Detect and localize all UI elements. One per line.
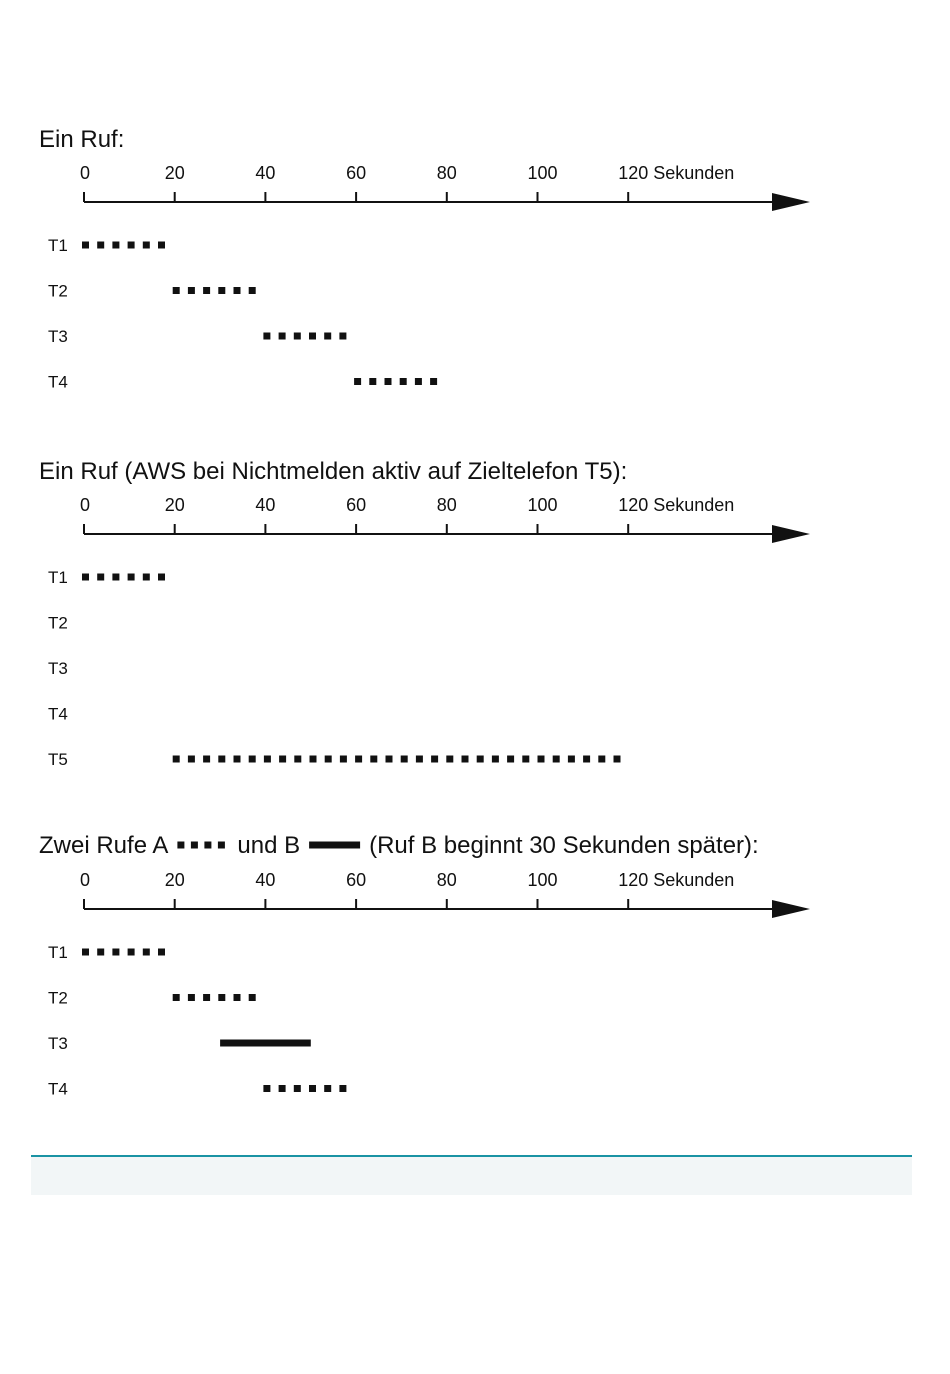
phone-label: T1	[48, 568, 68, 587]
legend-dot	[177, 842, 184, 849]
phone-row-t4	[48, 1080, 346, 1099]
call-a-segment	[263, 1085, 346, 1092]
call-a-dot	[339, 1085, 346, 1092]
phone-label: T5	[48, 750, 68, 769]
phone-row-t3	[48, 1034, 311, 1053]
call-a-dot	[430, 378, 437, 385]
call-a-dot	[203, 756, 210, 763]
call-a-segment	[263, 333, 346, 340]
phone-row-t1	[48, 568, 165, 587]
call-a-dot	[218, 287, 225, 294]
axis-arrowhead	[772, 900, 810, 918]
phone-label: T4	[48, 704, 68, 724]
tick-label: 120 Sekunden	[618, 870, 735, 890]
call-a-dot	[128, 574, 135, 581]
tick-label: 20	[164, 495, 185, 515]
call-a-dot	[218, 756, 225, 763]
call-a-dot	[263, 333, 270, 340]
call-a-dot	[173, 287, 180, 294]
phone-label: T4	[48, 1079, 68, 1099]
call-a-dot	[143, 242, 150, 249]
call-a-dot	[188, 994, 195, 1001]
call-a-dot	[158, 949, 165, 956]
phone-label: T2	[48, 988, 68, 1008]
call-a-dot	[324, 333, 331, 340]
call-a-segment	[82, 574, 165, 581]
call-a-dot	[385, 378, 392, 385]
call-a-dot	[82, 242, 89, 249]
tick-label: 60	[346, 495, 367, 515]
call-a-dot	[112, 949, 119, 956]
phone-row-t4	[48, 373, 437, 392]
call-a-dot	[279, 756, 286, 763]
call-a-dot	[203, 287, 210, 294]
tick-label: 60	[346, 870, 367, 890]
call-a-dot	[310, 756, 317, 763]
call-a-dot	[264, 756, 271, 763]
call-a-dot	[112, 242, 119, 249]
phone-row-t1	[48, 943, 165, 962]
phone-row-t4	[48, 705, 68, 724]
call-a-dot	[339, 333, 346, 340]
figure-2	[39, 458, 810, 769]
tick-label: 40	[255, 870, 276, 890]
heading-part: und B	[237, 832, 301, 859]
axis-arrowhead	[772, 525, 810, 543]
call-a-dot	[97, 242, 104, 249]
call-a-dot	[370, 756, 377, 763]
call-a-dot	[294, 1085, 301, 1092]
tick-label: 120 Sekunden	[618, 495, 735, 515]
call-a-dot	[583, 756, 590, 763]
legend-dot	[191, 842, 198, 849]
tick-label: 80	[436, 495, 457, 515]
call-b-segment	[220, 1040, 311, 1047]
time-axis	[80, 495, 810, 543]
tick-label: 0	[80, 495, 91, 515]
call-a-dot	[249, 287, 256, 294]
tick-label: 40	[255, 163, 276, 183]
call-a-dot	[477, 756, 484, 763]
heading-part: Zwei Rufe A	[39, 832, 169, 859]
phone-label: T4	[48, 372, 68, 392]
tick-label: 60	[346, 163, 367, 183]
call-a-segment	[173, 287, 256, 294]
call-a-dot	[598, 756, 605, 763]
call-a-dot	[158, 242, 165, 249]
phone-row-t3	[48, 659, 68, 678]
call-a-dot	[294, 756, 301, 763]
call-a-dot	[354, 378, 361, 385]
call-a-dot	[128, 242, 135, 249]
legend-dot	[204, 842, 211, 849]
call-a-dot	[309, 333, 316, 340]
tick-label: 80	[436, 870, 457, 890]
phone-label: T3	[48, 1034, 68, 1053]
call-a-dot	[234, 756, 241, 763]
call-a-dot	[203, 994, 210, 1001]
call-a-segment	[173, 756, 621, 763]
call-a-dot	[355, 756, 362, 763]
call-a-dot	[188, 756, 195, 763]
call-a-dot	[415, 378, 422, 385]
call-a-dot	[309, 1085, 316, 1092]
time-axis	[80, 163, 810, 211]
call-a-dot	[234, 287, 241, 294]
call-a-dot	[416, 756, 423, 763]
call-a-dot	[128, 949, 135, 956]
call-a-segment	[82, 949, 165, 956]
phone-row-t2	[48, 989, 256, 1008]
call-a-dot	[234, 994, 241, 1001]
call-a-dot	[173, 756, 180, 763]
call-a-dot	[386, 756, 393, 763]
phone-row-t2	[48, 282, 256, 301]
call-a-dot	[507, 756, 514, 763]
call-a-dot	[82, 574, 89, 581]
phone-label: T3	[48, 659, 68, 678]
call-a-dot	[82, 949, 89, 956]
call-a-dot	[218, 994, 225, 1001]
call-a-dot	[279, 333, 286, 340]
call-a-dot	[143, 949, 150, 956]
phone-row-t5	[48, 750, 621, 769]
legend-dot	[218, 842, 225, 849]
call-a-dot	[158, 574, 165, 581]
phone-label: T2	[48, 613, 68, 633]
tick-label: 100	[527, 163, 558, 183]
call-a-dot	[249, 994, 256, 1001]
footer-bar	[31, 1155, 912, 1195]
figure-heading: Ein Ruf (AWS bei Nichtmelden aktiv auf Zieltelefon T5):	[39, 458, 628, 485]
call-a-dot	[614, 756, 621, 763]
legend-call-a-marker	[177, 842, 225, 849]
call-a-dot	[462, 756, 469, 763]
phone-label: T1	[48, 236, 68, 255]
call-a-dot	[112, 574, 119, 581]
call-a-dot	[325, 756, 332, 763]
heading-part: (Ruf B beginnt 30 Sekunden später):	[369, 832, 759, 859]
call-a-dot	[401, 756, 408, 763]
call-a-dot	[568, 756, 575, 763]
tick-label: 80	[436, 163, 457, 183]
tick-label: 0	[80, 163, 91, 183]
time-axis	[80, 870, 810, 918]
tick-label: 40	[255, 495, 276, 515]
tick-label: 100	[527, 495, 558, 515]
call-a-dot	[553, 756, 560, 763]
phone-row-t2	[48, 614, 68, 633]
figure-heading	[39, 832, 759, 859]
call-a-dot	[340, 756, 347, 763]
call-a-segment	[82, 242, 165, 249]
call-a-dot	[249, 756, 256, 763]
call-a-dot	[97, 574, 104, 581]
figure-1	[39, 126, 810, 392]
call-a-dot	[279, 1085, 286, 1092]
phone-label: T3	[48, 327, 68, 346]
call-a-dot	[522, 756, 529, 763]
phone-label: T2	[48, 281, 68, 301]
call-a-segment	[354, 378, 437, 385]
tick-label: 120 Sekunden	[618, 163, 735, 183]
legend-call-b-marker	[309, 842, 360, 849]
call-a-dot	[294, 333, 301, 340]
axis-arrowhead	[772, 193, 810, 211]
call-a-segment	[173, 994, 256, 1001]
phone-row-t1	[48, 236, 165, 255]
call-a-dot	[97, 949, 104, 956]
call-a-dot	[400, 378, 407, 385]
phone-label: T1	[48, 943, 68, 962]
figure-3	[39, 832, 810, 1099]
call-a-dot	[173, 994, 180, 1001]
call-a-dot	[324, 1085, 331, 1092]
tick-label: 20	[164, 870, 185, 890]
figure-heading: Ein Ruf:	[39, 126, 125, 153]
call-a-dot	[369, 378, 376, 385]
phone-row-t3	[48, 327, 346, 346]
call-a-dot	[431, 756, 438, 763]
tick-label: 20	[164, 163, 185, 183]
call-a-dot	[538, 756, 545, 763]
call-a-dot	[263, 1085, 270, 1092]
call-a-dot	[188, 287, 195, 294]
call-a-dot	[446, 756, 453, 763]
tick-label: 0	[80, 870, 91, 890]
call-a-dot	[143, 574, 150, 581]
call-a-dot	[492, 756, 499, 763]
tick-label: 100	[527, 870, 558, 890]
